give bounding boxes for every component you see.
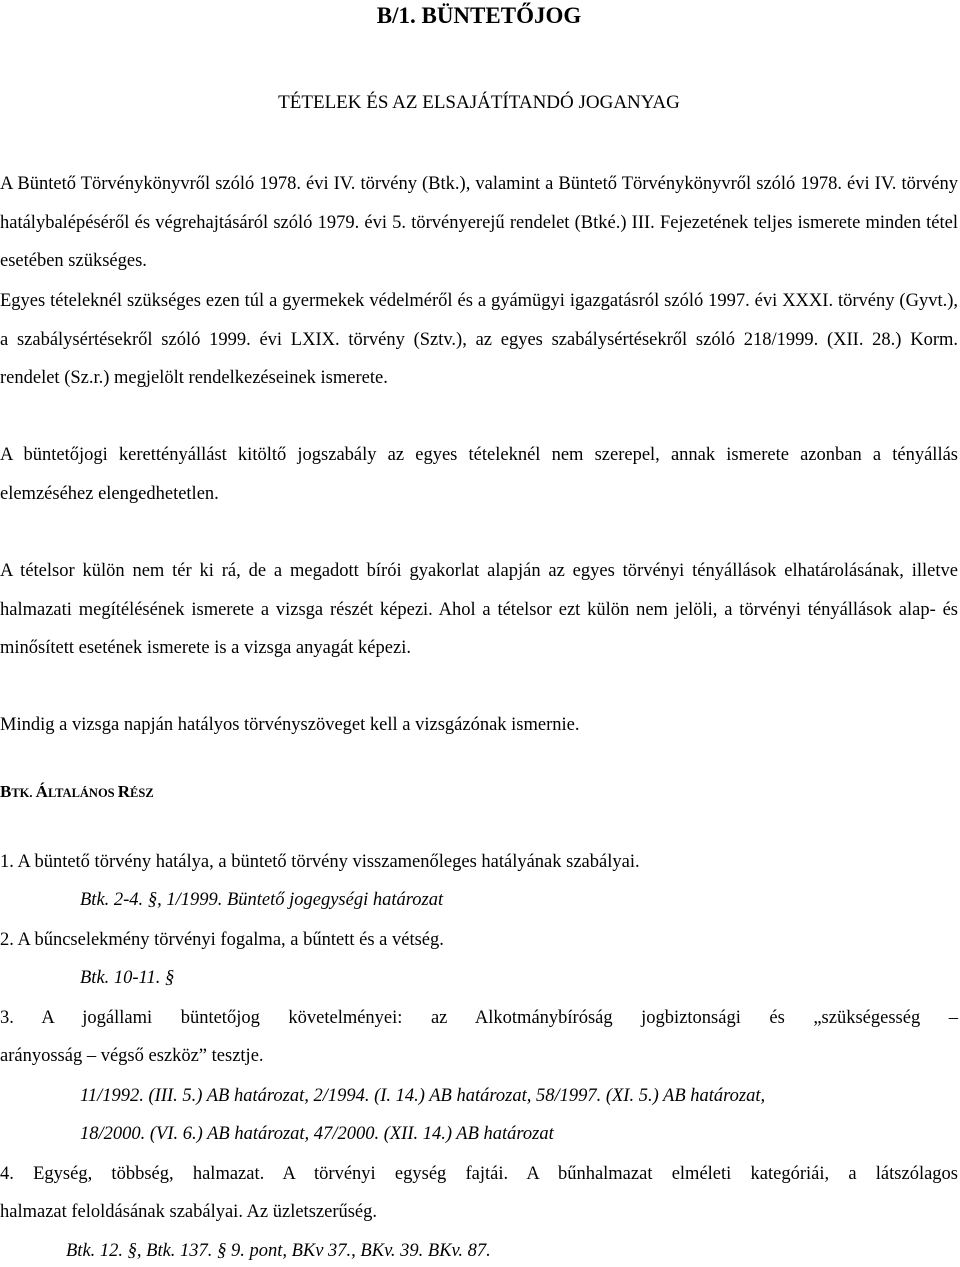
reference-text: , 1/1999. Büntető jogegységi határozat: [157, 890, 444, 910]
section-sign-icon: §: [127, 1241, 137, 1261]
heading-part: LTALÁNOS: [47, 786, 118, 800]
heading-part: Á: [35, 782, 48, 801]
item-3-line-1: 3. A jogállami büntetőjog követelményei: az Alkotmánybíróság jogbiztonsági és „szükségesség –: [0, 1008, 958, 1028]
reference-text: Btk. 12.: [66, 1241, 128, 1261]
reference-text: Btk. 10-11.: [80, 968, 165, 988]
item-4-reference: [66, 1237, 491, 1265]
item-2: 2. A bűncselekmény törvényi fogalma, a bűntett és a vétség.: [0, 930, 444, 950]
section-sign-icon: §: [217, 1241, 227, 1261]
item-3-reference-2: 18/2000. (VI. 6.) AB határozat, 47/2000. (XII. 14.) AB határozat: [80, 1124, 554, 1144]
intro-paragraph-3: A büntetőjogi kerettényállást kitöltő jogszabály az egyes tételeknél nem szerepel, annak ismerete azonban a tényállás elemzéséhez elengedhetetlen.: [0, 445, 958, 504]
intro-paragraph-4: A tételsor külön nem tér ki rá, de a megadott bírói gyakorlat alapján az egyes törvényi tényállások elhatárolásának, illetve halmazati megítélésének ismerete a vizsga részét képezi. Ahol a tételsor ezt külön nem jelöli, a törvényi tényállások alap- és minősített esetének ismerete is a vizsga anyagát képezi.: [0, 561, 958, 659]
intro-paragraph-5: Mindig a vizsga napján hatályos törvényszöveget kell a vizsgázónak ismernie.: [0, 715, 580, 735]
reference-text: , Btk. 137.: [136, 1241, 218, 1261]
heading-part: TK.: [11, 786, 36, 800]
item-1: 1. A büntető törvény hatálya, a büntető törvény visszamenőleges hatályának szabályai.: [0, 852, 640, 872]
item-4-line-2: halmazat feloldásának szabályai. Az üzletszerűség.: [0, 1202, 378, 1222]
item-1-reference: [80, 886, 443, 914]
item-2-reference: [80, 964, 174, 992]
reference-text: Btk. 2-4.: [80, 890, 148, 910]
item-4-line-1: 4. Egység, többség, halmazat. A törvényi egység fajtái. A bűnhalmazat elméleti kategóriái, a látszólagos: [0, 1164, 958, 1184]
item-3-reference-1: 11/1992. (III. 5.) AB határozat, 2/1994. (I. 14.) AB határozat, 58/1997. (XI. 5.) AB határozat,: [80, 1086, 766, 1106]
item-3-line-2: arányosság – végső eszköz” tesztje.: [0, 1046, 264, 1066]
section-sign-icon: §: [164, 968, 175, 988]
section-heading: [0, 778, 958, 807]
intro-paragraph-2: Egyes tételeknél szükséges ezen túl a gyermekek védelméről és a gyámügyi igazgatásról szóló 1997. évi XXXI. törvény (Gyvt.), a szabálysértésekről szóló 1999. évi LXIX. törvény (Sztv.), az egyes szabálysértésekről szóló 218/1999. (XII. 28.) Korm. rendelet (Sz.r.) megjelölt rendelkezéseinek ismerete.: [0, 291, 958, 389]
page-title: B/1. BÜNTETŐJOG: [376, 3, 582, 28]
heading-part: R: [117, 782, 131, 801]
intro-paragraph-1: A Büntető Törvénykönyvről szóló 1978. évi IV. törvény (Btk.), valamint a Büntető Törvénykönyvről szóló 1978. évi IV. törvény hatálybalépéséről és végrehajtásáról szóló 1979. évi 5. törvényerejű rendelet (Btké.) III. Fejezetének teljes ismerete minden tétel esetében szükséges.: [0, 174, 958, 272]
heading-part: B: [0, 782, 12, 801]
section-sign-icon: §: [147, 890, 158, 910]
reference-text: 9. pont, BKv 37., BKv. 39. BKv. 87.: [226, 1241, 491, 1261]
page-subtitle: TÉTELEK ÉS AZ ELSAJÁTÍTANDÓ JOGANYAG: [278, 92, 680, 113]
heading-part: ÉSZ: [130, 786, 154, 800]
